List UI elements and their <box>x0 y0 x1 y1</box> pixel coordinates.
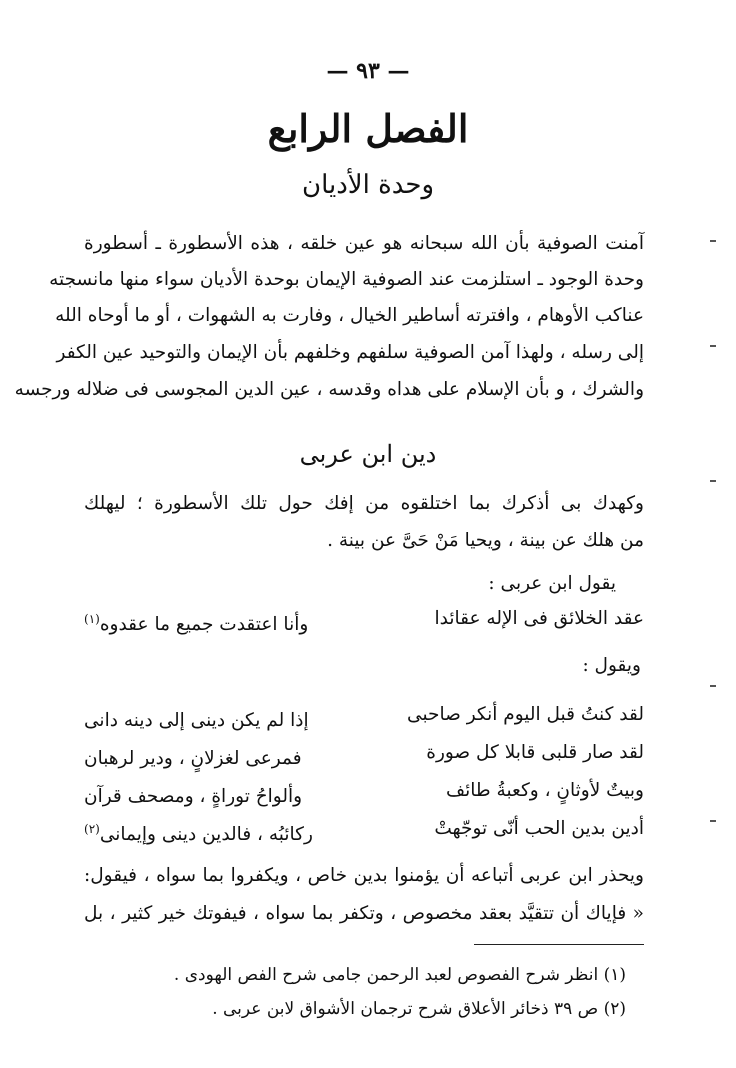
verse-second-hemistich <box>84 700 354 736</box>
footnote: (١) انظر شرح الفصوص لعبد الرحمن جامى شرح الفص الهودى . <box>173 965 626 985</box>
verse-second-hemistich-text: وألواحُ توراةٍ ، ومصحف قرآن <box>84 786 303 808</box>
verse-second-hemistich-text: ركائبُه ، فالدين دينى وإيمانى <box>99 824 313 846</box>
paragraph2-line: وكهدك بى أذكرك بما اختلقوه من إفك حول تلك الأسطورة ؛ ليهلك <box>84 493 644 514</box>
footnote-marker: (٢) <box>84 822 100 836</box>
verse-row <box>84 814 644 844</box>
verse-second-hemistich <box>84 814 354 850</box>
page-number: — ٩٣ — <box>326 58 410 84</box>
verse-row <box>84 738 644 768</box>
poem-intro: يقول ابن عربى : <box>488 573 616 594</box>
verse-row <box>84 700 644 730</box>
verse-row <box>84 604 644 634</box>
scan-mark <box>710 820 716 822</box>
verse-second-hemistich-text: إذا لم يكن دينى إلى دينه دانى <box>84 710 309 732</box>
paragraph1-line: والشرك ، و بأن الإسلام على هداه وقدسه ، عين الدين المجوسى فى ضلاله ورجسه <box>14 379 644 400</box>
footnote: (٢) ص ٣٩ ذخائر الأعلاق شرح ترجمان الأشواق لابن عربى . <box>212 999 626 1019</box>
scan-mark <box>710 480 716 482</box>
verse-second-hemistich <box>84 776 354 812</box>
paragraph1-line: عناكب الأوهام ، وافترته أساطير الخيال ، وفارت به الشهوات ، أو ما أوحاه الله <box>55 305 644 326</box>
scan-mark <box>710 685 716 687</box>
verse-first-hemistich: وبيتٌ لأوثانٍ ، وكعبةُ طائف <box>445 780 644 801</box>
scan-mark <box>710 240 716 242</box>
footnote-divider <box>474 944 644 945</box>
paragraph3-line: « فإياك أن تتقيَّد بعقد مخصوص ، وتكفر بما سواه ، فيفوتك خير كثير ، بل <box>84 903 644 924</box>
section-heading: دين ابن عربى <box>299 440 437 468</box>
verse-second-hemistich <box>84 738 354 774</box>
paragraph1-line: وحدة الوجود ـ استلزمت عند الصوفية الإيمان بوحدة الأديان سواء منها مانسجته <box>49 269 644 290</box>
verse-second-hemistich-text: وأنا اعتقدت جميع ما عقدوه <box>99 614 309 636</box>
verse-second-hemistich-text: فمرعى لغزلانٍ ، ودير لرهبان <box>84 748 302 770</box>
paragraph1-line: آمنت الصوفية بأن الله سبحانه هو عين خلقه ، هذه الأسطورة ـ أسطورة <box>84 233 644 254</box>
chapter-subtitle: وحدة الأديان <box>301 170 435 200</box>
paragraph1-line: إلى رسله ، ولهذا آمن الصوفية سلفهم وخلفهم بأن الإيمان والتوحيد عين الكفر <box>56 342 644 363</box>
verse-row <box>84 776 644 806</box>
scan-mark <box>710 345 716 347</box>
footnote-marker: (١) <box>84 612 100 626</box>
paragraph2-line: من هلك عن بينة ، ويحيا مَنْ حَىَّ عن بينة . <box>327 530 644 551</box>
verse-first-hemistich: عقد الخلائق فى الإله عقائدا <box>434 608 644 629</box>
chapter-title: الفصل الرابع <box>267 106 469 151</box>
poem-intro: ويقول : <box>582 655 641 676</box>
verse-second-hemistich <box>84 604 354 640</box>
verse-first-hemistich: لقد كنتُ قبل اليوم أنكر صاحبى <box>407 704 644 725</box>
verse-first-hemistich: لقد صار قلبى قابلا كل صورة <box>426 742 644 763</box>
paragraph3-line: ويحذر ابن عربى أتباعه أن يؤمنوا بدين خاص ، ويكفروا بما سواه ، فيقول: <box>84 865 644 886</box>
verse-first-hemistich: أدين بدين الحب أنّى توجّهتْ <box>434 818 644 839</box>
